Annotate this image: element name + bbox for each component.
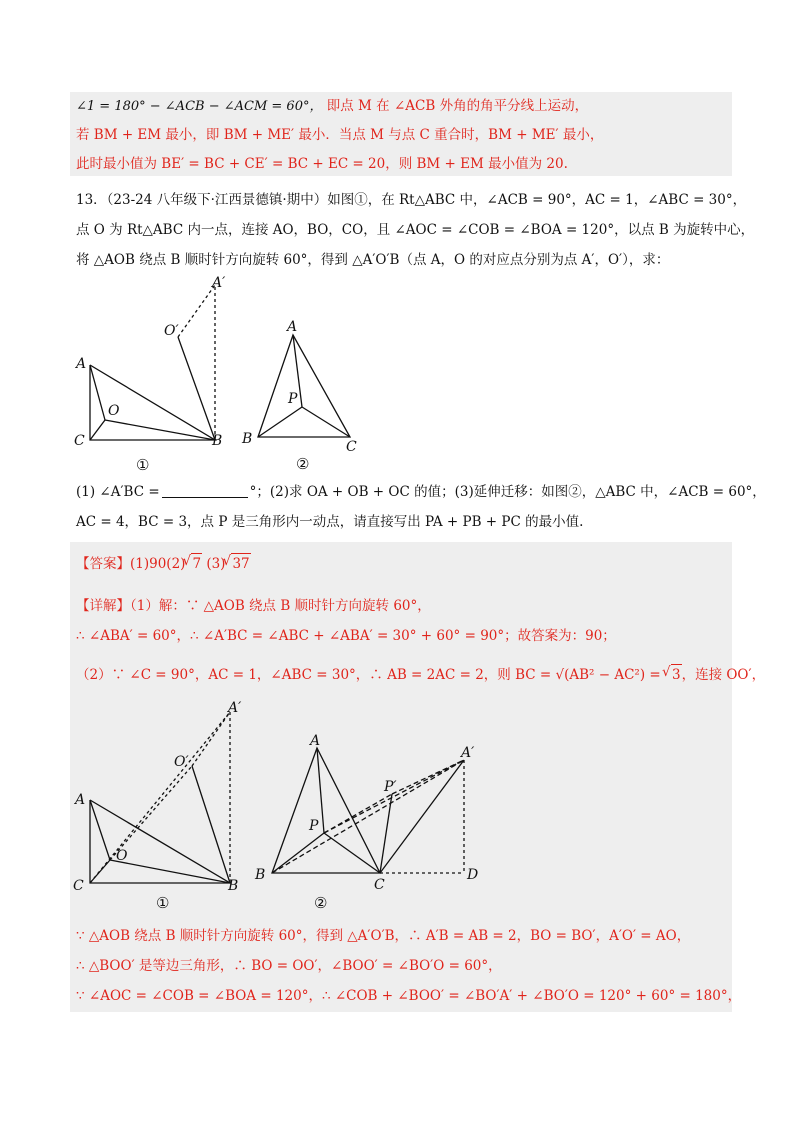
fig1d-ca-prime [90,712,230,883]
detail-line-3-a: （2）∵ ∠C = 90°，AC = 1，∠ABC = 30°，∴ AB = 2AC = 2，则 BC = √(AB² − AC²) = [76,667,665,683]
fig2d-caption: ② [314,894,328,912]
fig1d-o-prime-a-prime [192,712,230,766]
q1-suffix: °；(2)求 OA + OB + OC 的值；(3)延伸迁移：如图②，△ABC 中，∠ACB = 60°， [249,484,766,500]
question-line-2: AC = 4，BC = 3，点 P 是三角形内一动点，请直接写出 PA + PB + PC 的最小值. [76,514,584,530]
fig1-label-a-prime: A′ [212,275,226,291]
detail-line-3-b: ，连接 OO′， [681,667,766,683]
fig1d-label-a: A [75,792,86,808]
top-line-1 [76,96,588,117]
fig1d-ao [90,800,110,860]
problem-line-3: 将 △AOB 绕点 B 顺时针方向旋转 60°，得到 △A′O′B（点 A，O 的对应点分别为点 A′，O′），求： [76,252,670,268]
fig2-label-p: P [288,391,298,407]
fig1-label-b: B [212,433,223,449]
fig2d-label-a-prime: A′ [461,745,475,761]
fig2-label-c: C [346,439,357,455]
problem-line-1: 13．（23-24 八年级下·江西景德镇·期中）如图①，在 Rt△ABC 中，∠ACB = 90°，AC = 1，∠ABC = 30°， [76,192,747,208]
figure-1-detail [70,700,255,915]
fig2d-label-d: D [467,867,479,883]
figure-1 [70,275,240,475]
top-line-1-red: 即点 M 在 ∠ACB 外角的角平分线上运动， [326,98,589,114]
answer-text-b: (3) [206,556,226,572]
fig1d-triangle [90,800,230,883]
detail-line-4: ∵ △AOB 绕点 B 顺时针方向旋转 60°，得到 △A′O′B，∴ A′B = AB = 2，BO = BO′，A′O′ = AO， [76,928,691,944]
fig2-pc [302,407,350,437]
answer-sqrt-1: √ 7 [191,553,202,574]
detail-line-6: ∵ ∠AOC = ∠COB = ∠BOA = 120°，∴ ∠COB + ∠BOO′ = ∠BO′A′ + ∠BO′O = 120° + 60° = 180°， [76,988,742,1004]
fig1d-caption: ① [156,894,170,912]
fig1d-label-c: C [73,878,84,894]
fig1d-label-o-prime: O′ [174,754,189,770]
problem-line-2: 点 O 为 Rt△ABC 内一点，连接 AO，BO，CO，且 ∠AOC = ∠COB = ∠BOA = 120°，以点 B 为旋转中心， [76,222,755,238]
fig2d-label-p-prime: P′ [384,779,397,795]
fig2d-triangle [272,748,380,873]
fig2-label-b: B [242,431,253,447]
fig1-label-o-prime: O′ [164,323,179,339]
top-line-2: 若 BM + EM 最小，即 BM + ME′ 最小．当点 M 与点 C 重合时，BM + ME′ 最小， [76,127,604,143]
fig1-label-a: A [76,356,87,372]
fig2-triangle [258,335,350,437]
fig2d-label-p: P [309,818,319,834]
fig1d-label-a-prime: A′ [228,700,242,716]
fig1d-bo [110,860,230,883]
fig1-label-c: C [74,433,85,449]
figure-2-detail [252,730,492,915]
detail-line-1-text: （1）解：∵ △AOB 绕点 B 顺时针方向旋转 60°， [130,598,431,614]
fig2-pb [258,407,302,437]
fig1d-label-o: O [116,848,128,864]
fig1-bo-prime [178,337,215,440]
fig1-oa-prime [178,285,215,337]
q1-answer-blank[interactable] [162,483,248,498]
answer-text-a: (1)90(2) [130,556,186,572]
fig1d-label-b: B [228,878,239,894]
fig2d-pc [324,833,380,873]
figure-2 [240,315,370,475]
fig2d-p-a-prime [324,760,464,833]
detail-line-5: ∴ △BOO′ 是等边三角形，∴ BO = OO′，∠BOO′ = ∠BO′O = 60°， [76,958,502,974]
detail-line-3 [76,664,765,685]
fig2d-c-a-prime [380,760,464,873]
fig2d-label-c: C [374,877,385,893]
fig1-label-o: O [108,403,120,419]
detail-line-3-sqrt: √ 3 [671,664,682,685]
answer-sqrt-2: √ 37 [231,553,250,574]
detail-line-1 [76,596,431,616]
fig2d-label-b: B [255,867,266,883]
top-line-3: 此时最小值为 BE′ = BC + CE′ = BC + EC = 20，则 BM + EM 最小值为 20. [76,156,568,172]
answer-line [76,553,251,574]
fig2-caption: ② [296,455,310,473]
fig1-caption: ① [136,456,150,474]
fig1d-oo-prime [110,766,192,860]
fig1-co [90,420,105,440]
fig2d-b-a-prime [272,760,464,873]
question-line-1 [76,482,766,502]
detail-tag: 【详解】 [76,598,130,614]
detail-line-2: ∴ ∠ABA′ = 60°，∴ ∠A′BC = ∠ABC + ∠ABA′ = 30° + 60° = 90°；故答案为：90； [76,628,616,644]
fig2d-label-a: A [310,733,321,749]
fig1d-bo-prime [192,766,230,883]
q1-prefix: (1) ∠A′BC = [76,484,160,500]
fig2-label-a: A [287,319,298,335]
top-line-1-black: ∠1 = 180° − ∠ACB − ∠ACM = 60°， [76,99,323,114]
fig1d-co [90,860,110,883]
answer-tag: 【答案】 [76,556,130,572]
